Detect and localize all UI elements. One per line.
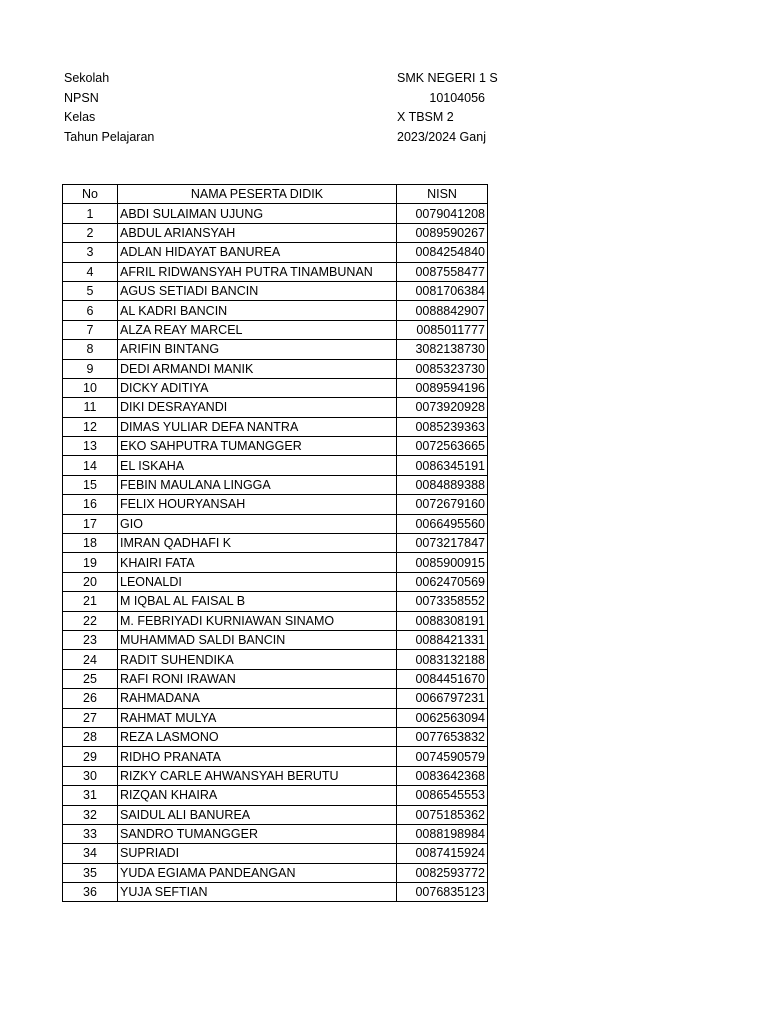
cell-nisn: 0073920928 (397, 398, 488, 417)
cell-nisn: 0074590579 (397, 747, 488, 766)
cell-nisn: 0089594196 (397, 378, 488, 397)
table-row (63, 572, 488, 591)
cell-nisn: 0066495560 (397, 514, 488, 533)
cell-student-name: SUPRIADI (118, 844, 397, 863)
cell-student-name: ARIFIN BINTANG (118, 340, 397, 359)
table-row (63, 514, 488, 533)
table-row (63, 495, 488, 514)
info-value: 10104056 (429, 90, 485, 105)
table-row (63, 553, 488, 572)
cell-student-name: LEONALDI (118, 572, 397, 591)
table-row (63, 727, 488, 746)
table-row (63, 417, 488, 436)
table-row (63, 824, 488, 843)
table-row (63, 262, 488, 281)
cell-no: 36 (63, 883, 118, 902)
table-row (63, 398, 488, 417)
cell-no: 8 (63, 340, 118, 359)
table-row (63, 669, 488, 688)
cell-nisn: 0062470569 (397, 572, 488, 591)
cell-nisn: 0077653832 (397, 727, 488, 746)
cell-no: 13 (63, 437, 118, 456)
table-row (63, 437, 488, 456)
table-row (63, 320, 488, 339)
cell-nisn: 0083132188 (397, 650, 488, 669)
cell-nisn: 0081706384 (397, 281, 488, 300)
cell-student-name: FELIX HOURYANSAH (118, 495, 397, 514)
cell-no: 24 (63, 650, 118, 669)
cell-no: 7 (63, 320, 118, 339)
table-header-row (63, 185, 488, 204)
cell-nisn: 0066797231 (397, 689, 488, 708)
cell-nisn: 0086345191 (397, 456, 488, 475)
cell-student-name: M. FEBRIYADI KURNIAWAN SINAMO (118, 611, 397, 630)
info-label: Kelas (64, 110, 96, 124)
cell-student-name: REZA LASMONO (118, 727, 397, 746)
table-row (63, 630, 488, 649)
table-row (63, 863, 488, 882)
cell-no: 19 (63, 553, 118, 572)
table-row (63, 378, 488, 397)
cell-no: 25 (63, 669, 118, 688)
cell-nisn: 0076835123 (397, 883, 488, 902)
cell-student-name: MUHAMMAD SALDI BANCIN (118, 630, 397, 649)
cell-no: 20 (63, 572, 118, 591)
cell-nisn: 0084254840 (397, 243, 488, 262)
table-row (63, 708, 488, 727)
cell-no: 2 (63, 223, 118, 242)
cell-student-name: ALZA REAY MARCEL (118, 320, 397, 339)
cell-nisn: 0083642368 (397, 766, 488, 785)
info-value: SMK NEGERI 1 S (397, 71, 498, 85)
cell-nisn: 0085011777 (397, 320, 488, 339)
cell-nisn: 0088421331 (397, 630, 488, 649)
cell-student-name: AGUS SETIADI BANCIN (118, 281, 397, 300)
cell-no: 9 (63, 359, 118, 378)
info-row-npsn (64, 89, 494, 109)
cell-no: 11 (63, 398, 118, 417)
cell-no: 21 (63, 592, 118, 611)
school-info-block (64, 69, 498, 147)
cell-nisn: 0072679160 (397, 495, 488, 514)
table-row (63, 592, 488, 611)
cell-nisn: 0088842907 (397, 301, 488, 320)
cell-nisn: 3082138730 (397, 340, 488, 359)
cell-nisn: 0079041208 (397, 204, 488, 223)
info-label: Sekolah (64, 71, 110, 85)
cell-nisn: 0088198984 (397, 824, 488, 843)
cell-student-name: GIO (118, 514, 397, 533)
cell-no: 10 (63, 378, 118, 397)
cell-student-name: RAHMAT MULYA (118, 708, 397, 727)
cell-no: 3 (63, 243, 118, 262)
column-header-name: NAMA PESERTA DIDIK (118, 185, 397, 204)
cell-nisn: 0085239363 (397, 417, 488, 436)
info-label: NPSN (64, 90, 99, 105)
cell-student-name: YUDA EGIAMA PANDEANGAN (118, 863, 397, 882)
cell-no: 31 (63, 786, 118, 805)
cell-student-name: DIMAS YULIAR DEFA NANTRA (118, 417, 397, 436)
cell-no: 26 (63, 689, 118, 708)
table-row (63, 805, 488, 824)
cell-student-name: AL KADRI BANCIN (118, 301, 397, 320)
table-row (63, 475, 488, 494)
cell-nisn: 0087558477 (397, 262, 488, 281)
cell-no: 35 (63, 863, 118, 882)
table-body (63, 204, 488, 902)
cell-nisn: 0085900915 (397, 553, 488, 572)
info-value: 2023/2024 Ganj (397, 129, 486, 144)
cell-nisn: 0089590267 (397, 223, 488, 242)
cell-student-name: SAIDUL ALI BANUREA (118, 805, 397, 824)
table-row (63, 883, 488, 902)
cell-student-name: KHAIRI FATA (118, 553, 397, 572)
table-row (63, 766, 488, 785)
cell-student-name: RAHMADANA (118, 689, 397, 708)
cell-student-name: YUJA SEFTIAN (118, 883, 397, 902)
cell-student-name: M IQBAL AL FAISAL B (118, 592, 397, 611)
cell-nisn: 0075185362 (397, 805, 488, 824)
cell-nisn: 0073217847 (397, 534, 488, 553)
table-row (63, 204, 488, 223)
cell-nisn: 0088308191 (397, 611, 488, 630)
cell-no: 22 (63, 611, 118, 630)
cell-student-name: SANDRO TUMANGGER (118, 824, 397, 843)
cell-student-name: ABDUL ARIANSYAH (118, 223, 397, 242)
cell-nisn: 0062563094 (397, 708, 488, 727)
table-row (63, 243, 488, 262)
cell-no: 14 (63, 456, 118, 475)
table-row (63, 534, 488, 553)
cell-student-name: RADIT SUHENDIKA (118, 650, 397, 669)
cell-nisn: 0084451670 (397, 669, 488, 688)
cell-student-name: DIKI DESRAYANDI (118, 398, 397, 417)
cell-no: 34 (63, 844, 118, 863)
cell-no: 18 (63, 534, 118, 553)
cell-student-name: RIDHO PRANATA (118, 747, 397, 766)
cell-student-name: RAFI RONI IRAWAN (118, 669, 397, 688)
table-row (63, 281, 488, 300)
info-label: Tahun Pelajaran (64, 129, 155, 144)
info-row-sekolah (64, 69, 498, 89)
info-row-kelas (64, 108, 494, 128)
cell-student-name: EKO SAHPUTRA TUMANGGER (118, 437, 397, 456)
cell-student-name: EL ISKAHA (118, 456, 397, 475)
info-row-tahun-pelajaran (64, 128, 494, 148)
cell-student-name: FEBIN MAULANA LINGGA (118, 475, 397, 494)
cell-student-name: RIZQAN KHAIRA (118, 786, 397, 805)
cell-no: 12 (63, 417, 118, 436)
cell-student-name: RIZKY CARLE AHWANSYAH BERUTU (118, 766, 397, 785)
cell-nisn: 0082593772 (397, 863, 488, 882)
cell-nisn: 0084889388 (397, 475, 488, 494)
cell-no: 5 (63, 281, 118, 300)
cell-nisn: 0072563665 (397, 437, 488, 456)
cell-no: 16 (63, 495, 118, 514)
cell-no: 23 (63, 630, 118, 649)
cell-nisn: 0086545553 (397, 786, 488, 805)
info-value: X TBSM 2 (397, 110, 454, 124)
cell-no: 17 (63, 514, 118, 533)
table-row (63, 786, 488, 805)
cell-no: 33 (63, 824, 118, 843)
cell-no: 1 (63, 204, 118, 223)
table-row (63, 359, 488, 378)
cell-nisn: 0085323730 (397, 359, 488, 378)
table-row (63, 456, 488, 475)
table-row (63, 223, 488, 242)
cell-student-name: ABDI SULAIMAN UJUNG (118, 204, 397, 223)
table-row (63, 301, 488, 320)
cell-no: 27 (63, 708, 118, 727)
student-roster-table (62, 184, 488, 902)
table-row (63, 650, 488, 669)
cell-no: 4 (63, 262, 118, 281)
cell-student-name: AFRIL RIDWANSYAH PUTRA TINAMBUNAN (118, 262, 397, 281)
cell-student-name: DEDI ARMANDI MANIK (118, 359, 397, 378)
table-row (63, 689, 488, 708)
column-header-no: No (63, 185, 118, 204)
cell-no: 30 (63, 766, 118, 785)
cell-no: 32 (63, 805, 118, 824)
cell-no: 15 (63, 475, 118, 494)
table-row (63, 844, 488, 863)
cell-student-name: DICKY ADITIYA (118, 378, 397, 397)
cell-no: 29 (63, 747, 118, 766)
cell-no: 28 (63, 727, 118, 746)
table-row (63, 747, 488, 766)
cell-nisn: 0073358552 (397, 592, 488, 611)
table-row (63, 340, 488, 359)
cell-no: 6 (63, 301, 118, 320)
cell-student-name: IMRAN QADHAFI K (118, 534, 397, 553)
cell-student-name: ADLAN HIDAYAT BANUREA (118, 243, 397, 262)
column-header-nisn: NISN (397, 185, 488, 204)
table-row (63, 611, 488, 630)
cell-nisn: 0087415924 (397, 844, 488, 863)
